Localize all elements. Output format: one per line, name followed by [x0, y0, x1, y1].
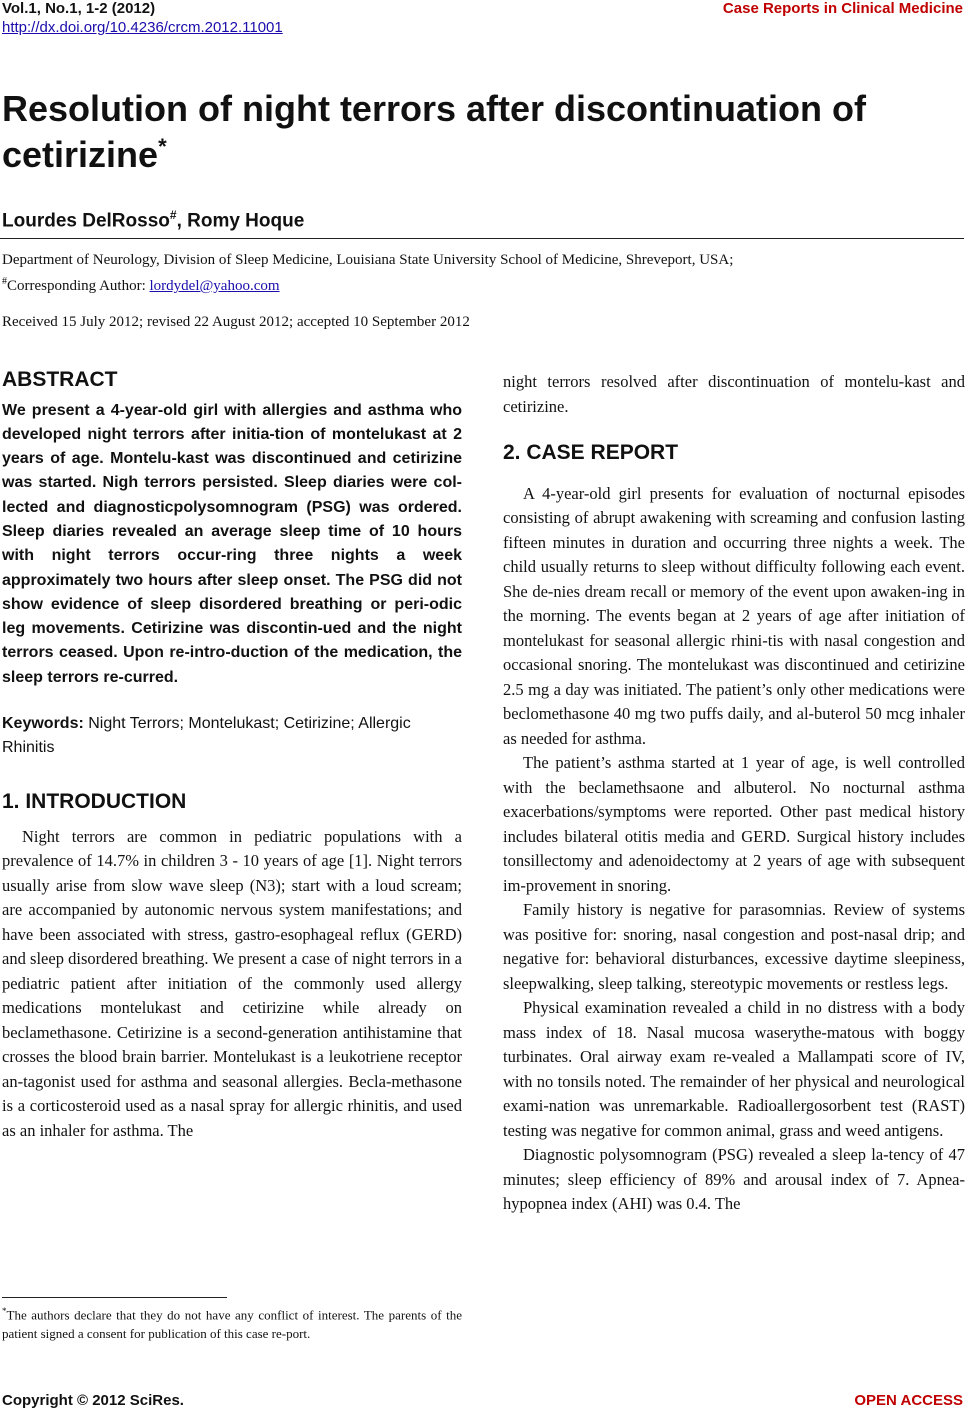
- case-paragraph-3: Family history is negative for parasomnias. Review of systems was positive for: snoring, nasal congestion and post-nasal drip; and negative for: behavioral disturbances, excessive daytime sleepiness, sleepwalking, sleep talking, stereotypic movements or restless legs.: [503, 900, 965, 993]
- footnote-marker: *: [2, 1306, 7, 1316]
- author-rest: , Romy Hoque: [176, 210, 305, 232]
- footnote-divider: [2, 1297, 227, 1298]
- keywords: [2, 712, 462, 760]
- corresponding-marker: #: [169, 208, 177, 222]
- journal-name: Case Reports in Clinical Medicine: [722, 0, 963, 17]
- corresponding-author: [2, 271, 962, 297]
- case-report-heading: 2. CASE REPORT: [503, 441, 679, 464]
- affiliation-block: [2, 249, 962, 297]
- author-list: [2, 208, 304, 232]
- email-link[interactable]: lordydel@yahoo.com: [149, 278, 280, 294]
- copyright: Copyright © 2012 SciRes.: [2, 1392, 184, 1409]
- keywords-text: Night Terrors; Montelukast; Cetirizine; Allergic Rhinitis: [2, 715, 411, 757]
- abstract-body: We present a 4-year-old girl with allergies and asthma who developed night terrors after initia-tion of montelukast at 2 years of age. Montelu-kast was discontinued and cetirizine was started. Nigh terrors persisted. Sleep diaries were col-lected and diagnosticpolysomnogram (PSG) was ordered. Sleep diaries revealed an average sleep time of 10 hours with night terrors occur-ring three nights a week approximately two hours after sleep onset. The PSG did not show evidence of sleep disordered breathing or peri-odic leg movements. Cetirizine was discontin-ued and the night terrors ceased. Upon re-intro-duction of the medication, the sleep terrors re-curred.: [2, 401, 462, 686]
- right-column: [503, 370, 965, 1217]
- abstract-heading: ABSTRACT: [2, 368, 118, 391]
- intro-continuation: night terrors resolved after discontinuation of montelu-kast and cetirizine.: [503, 372, 965, 416]
- case-paragraph-5: Diagnostic polysomnogram (PSG) revealed a sleep la-tency of 47 minutes; sleep efficiency of 89% and arousal index of 7. Apnea-hypopnea index (AHI) was 0.4. The: [503, 1145, 965, 1213]
- left-column: [2, 368, 462, 1143]
- introduction-paragraph: Night terrors are common in pediatric populations with a prevalence of 14.7% in children 3 - 10 years of age [1]. Night terrors usually arise from slow wave sleep (N3); start with a loud scream; are accompanied by autonomic nervous system manifestations; and have been associated with stress, gastro-esophageal reflux (GERD) and sleep disordered breathing. We present a case of night terrors in a pediatric patient after initiation of the commonly used allergy medications montelukast and cetirizine while already on beclamethasone. Cetirizine is a second-generation antihistamine that crosses the blood brain barrier. Montelukast is a leukotriene receptor an-tagonist used for asthma and seasonal allergies. Becla-methasone is a corticosteroid used as a nasal spray for allergic rhinitis, and used as an inhaler for asthma. The: [2, 826, 462, 1140]
- open-access-label: OPEN ACCESS: [854, 1392, 963, 1409]
- doi-link[interactable]: http://dx.doi.org/10.4236/crcm.2012.11001: [2, 19, 283, 36]
- case-paragraph-1: A 4-year-old girl presents for evaluation of nocturnal episodes consisting of abrupt awakening with screaming and confusion lasting fifteen minutes in duration and occurring three nights a week. The child usually returns to sleep without difficulty following each event. She de-nies dream recall or memory of the event upon awaken-ing in the morning. The events began at 2 years of age after initiation of montelukast for seasonal allergic rhini-tis with nasal congestion and occasional snoring. The montelukast was discontinued and cetirizine 2.5 mg a day was initiated. The patient’s only other medications were beclomethasone 40 mg two puffs daily, and al-buterol 50 mcg inhaler as needed for asthma.: [503, 483, 965, 748]
- article-title: [2, 86, 962, 178]
- footnote-text: The authors declare that they do not have any conflict of interest. The parents of the patient signed a consent for publication of this case re-port.: [2, 1307, 462, 1342]
- volume-info: Vol.1, No.1, 1-2 (2012): [2, 0, 156, 17]
- keywords-label: Keywords:: [2, 715, 84, 733]
- introduction-heading: 1. INTRODUCTION: [2, 790, 187, 814]
- footnote: [2, 1302, 462, 1343]
- author-first: Lourdes DelRosso: [2, 210, 170, 232]
- case-paragraph-4: Physical examination revealed a child in no distress with a body mass index of 18. Nasal mucosa waserythe-matous with boggy turbinates. Oral airway exam re-vealed a Mallampati score of IV, with no tonsils noted. The remainder of her physical and neurological exami-nation was unremarkable. Radioallergosorbent test (RAST) testing was negative for common animal, grass and weed antigens.: [503, 998, 965, 1140]
- case-paragraph-2: The patient’s asthma started at 1 year of age, is well controlled with the beclamethsaone and albuterol. No nocturnal asthma exacerbations/symptoms were reported. Other past medical history includes bilateral otitis media and GERD. Surgical history includes tonsillectomy and adenoidectomy at 2 years of age with subsequent im-provement in snoring.: [503, 753, 965, 895]
- received-dates: Received 15 July 2012; revised 22 August 2012; accepted 10 September 2012: [2, 314, 470, 330]
- department: Department of Neurology, Division of Sleep Medicine, Louisiana State University School of Medicine, Shreveport, USA;: [2, 252, 734, 268]
- corr-label: Corresponding Author:: [7, 278, 150, 294]
- title-divider: [0, 238, 964, 239]
- corr-marker: #: [2, 276, 7, 287]
- title-text: Resolution of night terrors after discontinuation of cetirizine: [2, 88, 866, 175]
- title-footnote-marker: *: [158, 134, 167, 159]
